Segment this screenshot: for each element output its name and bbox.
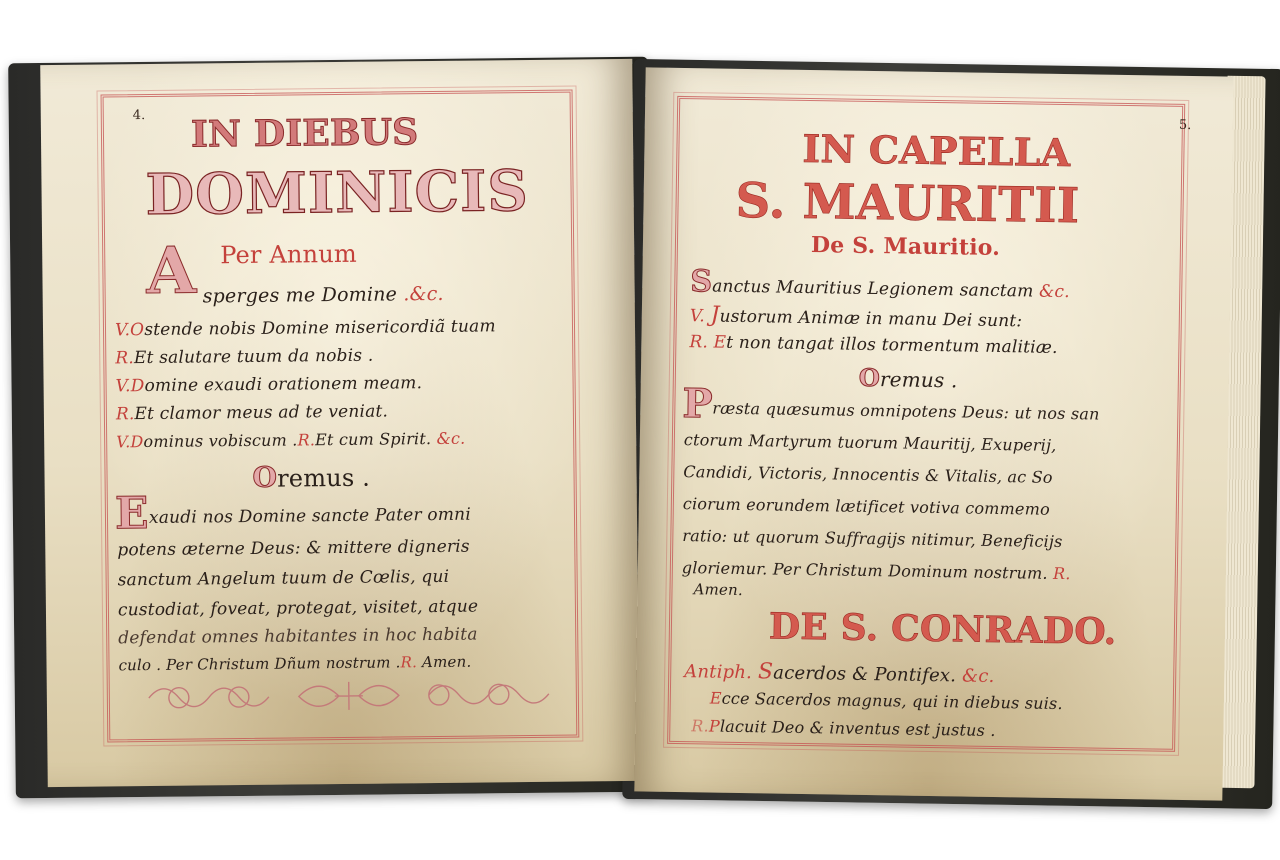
prayer-text: culo . Per Christum Dñum nostrum . — [118, 653, 401, 675]
asperges-text: sperges me Domine — [202, 283, 398, 308]
response-mark: R. — [400, 653, 418, 672]
response-text: Et clamor meus ad te veniat. — [134, 401, 389, 425]
right-prayer-line-4: ciorum eorundem lætificet votiva commemo — [682, 494, 1051, 519]
ecce-text: cce Sacerdos magnus, qui in diebus suis. — [721, 688, 1063, 714]
left-page-number: 4. — [132, 108, 146, 124]
versicle-mark: V. — [115, 376, 131, 397]
asperges-line — [203, 283, 444, 308]
right-prayer-line-3: Candidi, Victoris, Innocentis & Vitalis, ac So — [683, 462, 1053, 487]
versicle-text: ominus vobiscum . — [143, 430, 298, 452]
response-mark: R. — [115, 404, 135, 425]
asperges-etc: .&c. — [403, 282, 444, 306]
left-title-line1: IN DIEBUS — [190, 111, 419, 156]
antiphon-etc: &c. — [961, 665, 995, 687]
antiphon-initial: S — [757, 659, 774, 685]
versicle-1 — [115, 316, 496, 340]
versicle-text: omine exaudi orationem meam. — [144, 373, 423, 397]
versicle-mark: V. — [689, 306, 706, 327]
oremus-heading — [252, 460, 370, 494]
prayer-text: gloriemur. Per Christum Dominum nostrum. — [681, 558, 1048, 583]
prayer-line-5: defendat omnes habitantes in hoc habita — [118, 624, 478, 649]
right-title-line2: S. MAURITII — [735, 172, 1080, 235]
response-2 — [116, 401, 388, 424]
placuit-initial: P — [708, 716, 721, 736]
left-subtitle: Per Annum — [220, 239, 358, 270]
versicle-mark: V. — [116, 432, 131, 452]
right-versicle — [690, 302, 1023, 332]
left-page — [40, 59, 640, 787]
oremus-initial: O — [252, 460, 278, 494]
versicle-text: stende nobis Domine misericordiã tuam — [144, 316, 496, 341]
line-text: anctus Mauritius Legionem sanctam — [712, 276, 1034, 302]
oremus-text: remus . — [277, 463, 371, 493]
prayer-line-1: xaudi nos Domine sancte Pater omni — [148, 504, 472, 529]
right-page-number: 5. — [1178, 117, 1192, 134]
prayer-line-3: sanctum Angelum tuum de Cœlis, qui — [117, 566, 450, 591]
antiphon-line — [684, 658, 995, 688]
prayer-initial: E — [114, 488, 149, 540]
prayer-initial: P — [682, 380, 714, 428]
amen-text: Amen. — [421, 652, 472, 672]
response-mark: R. — [691, 716, 710, 736]
prayer-line-6 — [118, 653, 471, 675]
antiphon-text: acerdos & Pontifex. — [773, 662, 957, 687]
prayer-line-4: custodiat, foveat, protegat, visitet, atque — [117, 596, 479, 621]
ecce-initial: E — [709, 688, 722, 708]
prayer-line-2: potens æterne Deus: & mittere digneris — [117, 536, 470, 561]
oremus-text: remus . — [879, 367, 958, 393]
versicle-initial: D — [130, 432, 144, 452]
conrad-heading: DE S. CONRADO. — [768, 605, 1117, 653]
response-text: Et salutare tuum da nobis . — [133, 345, 374, 369]
response-mark: R. — [115, 348, 135, 369]
right-prayer-line-1: ræsta quæsumus omnipotens Deus: ut nos san — [712, 398, 1100, 424]
versicle-initial: J — [710, 302, 720, 328]
response-mark: R. — [1052, 563, 1071, 584]
right-title-line1: IN CAPELLA — [802, 125, 1071, 176]
oremus-initial: O — [858, 362, 881, 393]
response-mark: R. — [297, 430, 316, 450]
left-subtitle-initial: A — [146, 233, 197, 310]
right-page — [634, 67, 1233, 800]
line-etc: &c. — [1038, 281, 1070, 303]
versicle-initial: D — [130, 376, 145, 397]
versicle-2 — [115, 373, 422, 396]
response-mark: R. — [689, 332, 709, 353]
line-initial: S — [690, 264, 713, 300]
antiphon-mark: Antiph. — [684, 661, 753, 684]
right-prayer-line-2: ctorum Martyrum tuorum Mauritij, Exuperij, — [683, 430, 1057, 455]
right-oremus — [859, 363, 958, 394]
versicle-initial: O — [130, 320, 145, 341]
versicle-3 — [116, 429, 465, 452]
right-line-1 — [690, 264, 1070, 305]
response-initial: E — [713, 332, 727, 353]
left-title-line2: DOMINICIS — [145, 158, 530, 229]
right-prayer-line-7: Amen. — [693, 580, 744, 600]
placuit-text: lacuit Deo & inventus est justus . — [719, 716, 996, 741]
right-prayer-line-5: ratio: ut quorum Suffragijs nitimur, Beneficijs — [682, 526, 1063, 552]
versicle-etc: &c. — [436, 428, 466, 448]
response-1 — [115, 346, 373, 369]
versicle-text: ustorum Animæ in manu Dei sunt: — [719, 306, 1023, 332]
versicle-mark: V. — [114, 320, 131, 341]
response-text: Et cum Spirit. — [314, 429, 432, 450]
response-text: t non tangat illos tormentum malitiæ. — [726, 332, 1058, 358]
decorative-scroll-ornament — [139, 674, 559, 718]
right-subtitle: De S. Mauritio. — [810, 232, 1001, 262]
